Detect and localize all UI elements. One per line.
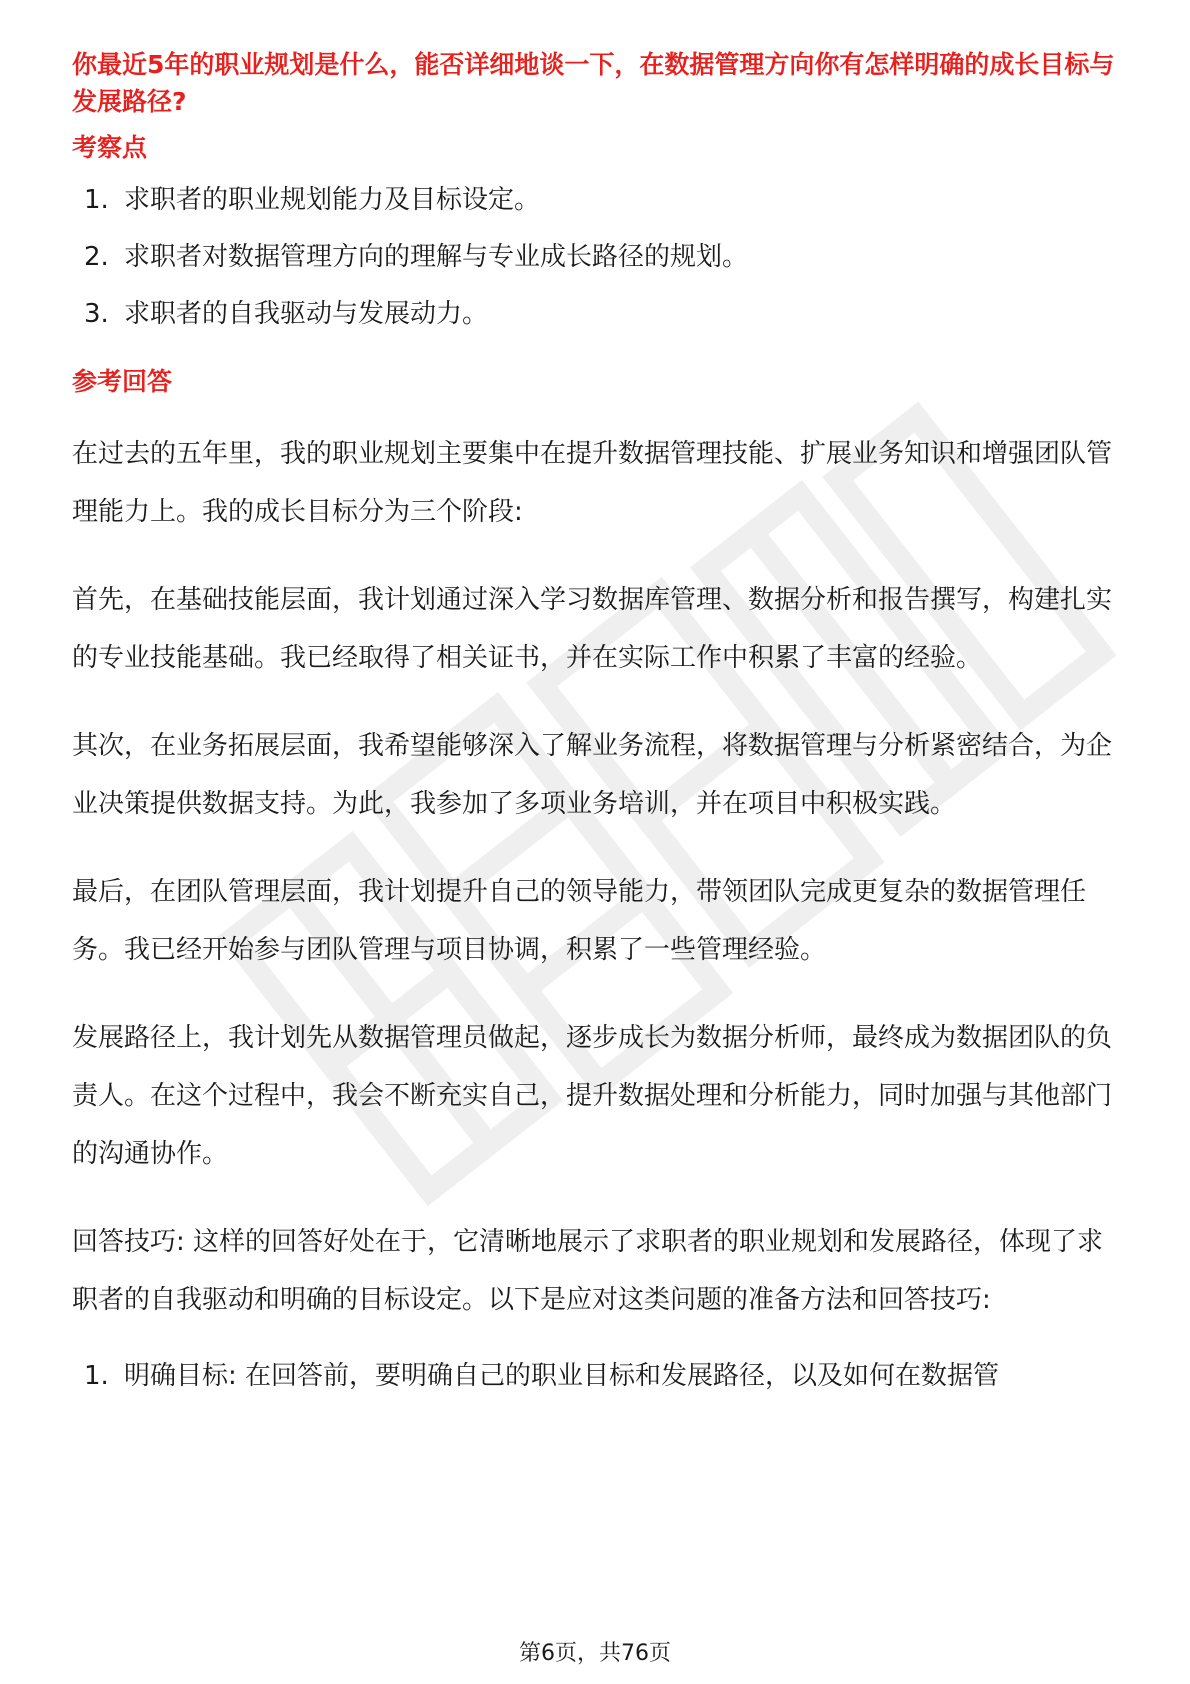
- answer-paragraph: 其次，在业务拓展层面，我希望能够深入了解业务流程，将数据管理与分析紧密结合，为企业决策提供数据支持。为此，我参加了多项业务培训，并在项目中积极实践。: [72, 731, 1113, 819]
- list-text: 求职者对数据管理方向的理解与专业成长路径的规划。: [124, 242, 749, 272]
- list-number: 3.: [84, 299, 109, 329]
- tips-list: [72, 1351, 1122, 1401]
- list-number: 2.: [84, 242, 109, 272]
- list-item: [72, 237, 1122, 277]
- question-heading: 你最近5年的职业规划是什么，能否详细地谈一下，在数据管理方向你有怎样明确的成长目标与发展路径?: [72, 50, 1115, 116]
- key-points-title: 考察点: [72, 133, 148, 162]
- answer-paragraph: 最后，在团队管理层面，我计划提升自己的领导能力，带领团队完成更复杂的数据管理任务。我已经开始参与团队管理与项目协调，积累了一些管理经验。: [72, 877, 1087, 965]
- page-footer: 第6页，共76页: [519, 1641, 671, 1666]
- list-number: 1.: [84, 185, 109, 215]
- answer-paragraph: 在过去的五年里，我的职业规划主要集中在提升数据管理技能、扩展业务知识和增强团队管理能力上。我的成长目标分为三个阶段:: [72, 439, 1113, 527]
- answer-tips-paragraph: 回答技巧: 这样的回答好处在于，它清晰地展示了求职者的职业规划和发展路径，体现了求职者的自我驱动和明确的目标设定。以下是应对这类问题的准备方法和回答技巧:: [72, 1227, 1104, 1315]
- list-text: 求职者的自我驱动与发展动力。: [124, 299, 489, 329]
- document-page: [72, 46, 1122, 1401]
- answer-paragraph: 发展路径上，我计划先从数据管理员做起，逐步成长为数据分析师，最终成为数据团队的负责人。在这个过程中，我会不断充实自己，提升数据处理和分析能力，同时加强与其他部门的沟通协作。: [72, 1023, 1113, 1169]
- answer-title: 参考回答: [72, 367, 173, 396]
- answer-paragraph: 首先，在基础技能层面，我计划通过深入学习数据库管理、数据分析和报告撰写，构建扎实的专业技能基础。我已经取得了相关证书，并在实际工作中积累了丰富的经验。: [72, 585, 1113, 673]
- key-points-list: [72, 180, 1122, 334]
- list-text: 明确目标: 在回答前，要明确自己的职业目标和发展路径，以及如何在数据管: [124, 1361, 1000, 1391]
- list-text: 求职者的职业规划能力及目标设定。: [124, 185, 541, 215]
- list-number: 1.: [84, 1361, 109, 1391]
- list-item: [72, 1351, 1122, 1401]
- list-item: [72, 180, 1122, 220]
- list-item: [72, 294, 1122, 334]
